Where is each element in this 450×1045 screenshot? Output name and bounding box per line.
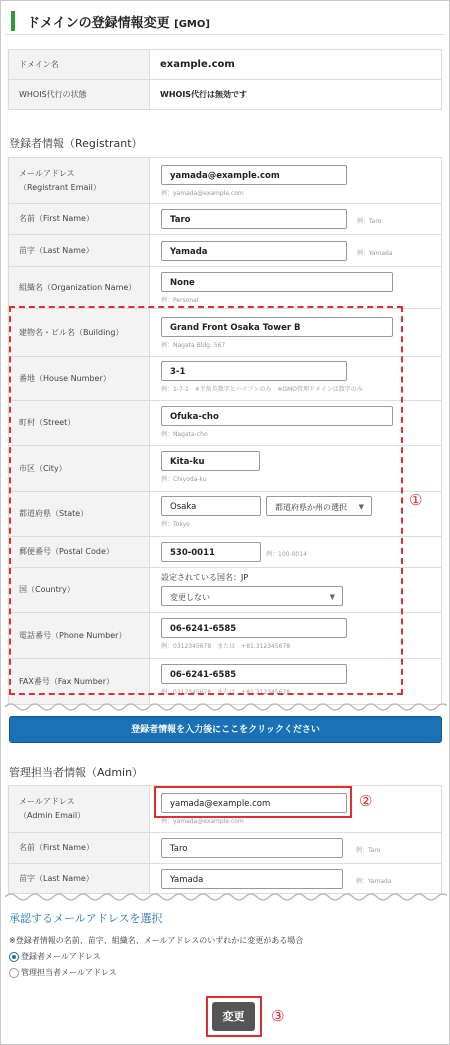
approval-option-registrant[interactable] [9, 951, 101, 962]
registrant-phone-hint: 例：0312345678 または +81.312345678 [161, 643, 291, 650]
registrant-email-label: メールアドレス （Registrant Email） [9, 158, 150, 204]
admin-email-highlight [154, 786, 352, 818]
registrant-last-name-input[interactable]: Yamada [161, 241, 347, 261]
page-title: ドメインの登録情報変更 [GMO] [27, 16, 210, 31]
registrant-last-name-label: 苗字（Last Name） [9, 235, 150, 267]
registrant-postal-label: 郵便番号（Postal Code） [9, 537, 150, 568]
registrant-email-row [9, 158, 442, 204]
registrant-organization-hint: 例：Personal [161, 297, 199, 304]
approval-title: 承認するメールアドレスを選択 [9, 912, 163, 925]
radio-unselected-icon[interactable] [9, 968, 19, 978]
registrant-house-number-label: 番地（House Number） [9, 357, 150, 401]
approval-option-registrant-label: 登録者メールアドレス [21, 952, 101, 961]
registrant-street-label: 町村（Street） [9, 401, 150, 446]
admin-email-hint: 例：yamada@example.com [161, 818, 244, 825]
registrant-city-label: 市区（City） [9, 446, 150, 492]
registrant-last-name-hint: 例：Yamada [357, 250, 393, 257]
registrant-section-title: 登録者情報（Registrant） [9, 137, 143, 150]
registrant-organization-input[interactable]: None [161, 272, 393, 292]
registrant-city-input[interactable]: Kita-ku [161, 451, 260, 471]
title-bar [5, 5, 445, 35]
registrant-last-name-row [9, 235, 442, 267]
approval-option-admin-label: 管理担当者メールアドレス [21, 968, 117, 977]
admin-first-name-hint: 例：Taro [356, 847, 381, 854]
admin-first-name-row [9, 833, 442, 864]
wavy-separator-2 [5, 891, 447, 903]
approval-note: ※登録者情報の名前、苗字、組織名、メールアドレスのいずれかに変更がある場合 [9, 936, 304, 945]
page-title-tag: [GMO] [174, 19, 210, 30]
registrant-fax-input[interactable]: 06-6241-6585 [161, 664, 347, 684]
admin-last-name-label: 苗字（Last Name） [9, 864, 150, 894]
registrant-last-name-cell [150, 235, 442, 267]
whois-value: WHOIS代行は無効です [150, 80, 442, 110]
registrant-first-name-hint: 例：Taro [357, 218, 382, 225]
registrant-organization-label: 組織名（Organization Name） [9, 267, 150, 309]
registrant-confirm-button[interactable]: 登録者情報を入力後にここをクリックください [9, 716, 442, 743]
marker-two: ② [359, 792, 373, 810]
registrant-email-cell [150, 158, 442, 204]
approval-option-admin[interactable] [9, 967, 117, 978]
registrant-postal-hint: 例：100-0014 [266, 551, 307, 558]
title-accent-bar [11, 11, 15, 31]
admin-last-name-cell [150, 864, 442, 894]
registrant-city-hint: 例：Chiyoda-ku [161, 476, 207, 483]
registrant-first-name-input[interactable]: Taro [161, 209, 347, 229]
domain-info-table [8, 49, 442, 110]
registrant-country-select[interactable]: 変更しない ▼ [161, 586, 343, 606]
radio-selected-icon[interactable] [9, 952, 19, 962]
registrant-state-hint: 例：Tokyo [161, 521, 190, 528]
whois-row [9, 80, 442, 110]
admin-email-label: メールアドレス （Admin Email） [9, 786, 150, 833]
address-highlight-box [9, 306, 403, 695]
registrant-house-number-hint: 例：1-7-1 ※半角英数字とハイフンのみ ※GMO管理ドメインは数字のみ [161, 386, 363, 393]
registrant-first-name-cell [150, 204, 442, 235]
registrant-first-name-label: 名前（First Name） [9, 204, 150, 235]
chevron-down-icon: ▼ [358, 503, 364, 511]
registrant-street-hint: 例：Nagata-cho [161, 431, 208, 438]
marker-three: ③ [271, 1007, 285, 1025]
registrant-state-label: 都道府県（State） [9, 492, 150, 537]
admin-first-name-cell [150, 833, 442, 864]
registrant-fax-hint: 例：0312345678 または +81.312345678 [161, 689, 291, 696]
registrant-building-label: 建物名・ビル名（Building） [9, 309, 150, 357]
chevron-down-icon: ▼ [329, 593, 335, 601]
admin-first-name-input[interactable]: Taro [161, 838, 343, 858]
registrant-state-input[interactable]: Osaka [161, 496, 261, 516]
registrant-phone-label: 電話番号（Phone Number） [9, 613, 150, 659]
admin-last-name-row [9, 864, 442, 894]
registrant-postal-input[interactable]: 530-0011 [161, 542, 261, 562]
registrant-street-input[interactable]: Ofuka-cho [161, 406, 393, 426]
whois-label: WHOIS代行の状態 [9, 80, 150, 110]
registrant-organization-cell [150, 267, 442, 309]
admin-email-input[interactable]: yamada@example.com [161, 793, 347, 813]
registrant-first-name-row [9, 204, 442, 235]
registrant-house-number-input[interactable]: 3-1 [161, 361, 347, 381]
registrant-phone-input[interactable]: 06-6241-6585 [161, 618, 347, 638]
submit-button[interactable]: 変更 [212, 1002, 255, 1031]
domain-name-row [9, 50, 442, 80]
registrant-organization-row [9, 267, 442, 309]
marker-one: ① [409, 491, 423, 509]
registrant-state-select[interactable]: 都道府県か州の選択 ▼ [266, 496, 372, 516]
registrant-email-hint: 例：yamada@example.com [161, 190, 244, 197]
registrant-fax-label: FAX番号（Fax Number） [9, 659, 150, 705]
domain-name-label: ドメイン名 [9, 50, 150, 80]
admin-last-name-hint: 例：Yamada [356, 878, 392, 885]
admin-first-name-label: 名前（First Name） [9, 833, 150, 864]
registrant-country-label: 国（Country） [9, 568, 150, 613]
admin-section-title: 管理担当者情報（Admin） [9, 766, 144, 779]
domain-name-value: example.com [150, 50, 442, 80]
wavy-separator [5, 701, 447, 713]
registrant-country-current: 設定されている国名：JP [161, 573, 249, 582]
registrant-email-input[interactable]: yamada@example.com [161, 165, 347, 185]
registrant-building-hint: 例：Nagata Bldg. 567 [161, 342, 226, 349]
admin-last-name-input[interactable]: Yamada [161, 869, 343, 889]
registrant-building-input[interactable]: Grand Front Osaka Tower B [161, 317, 393, 337]
